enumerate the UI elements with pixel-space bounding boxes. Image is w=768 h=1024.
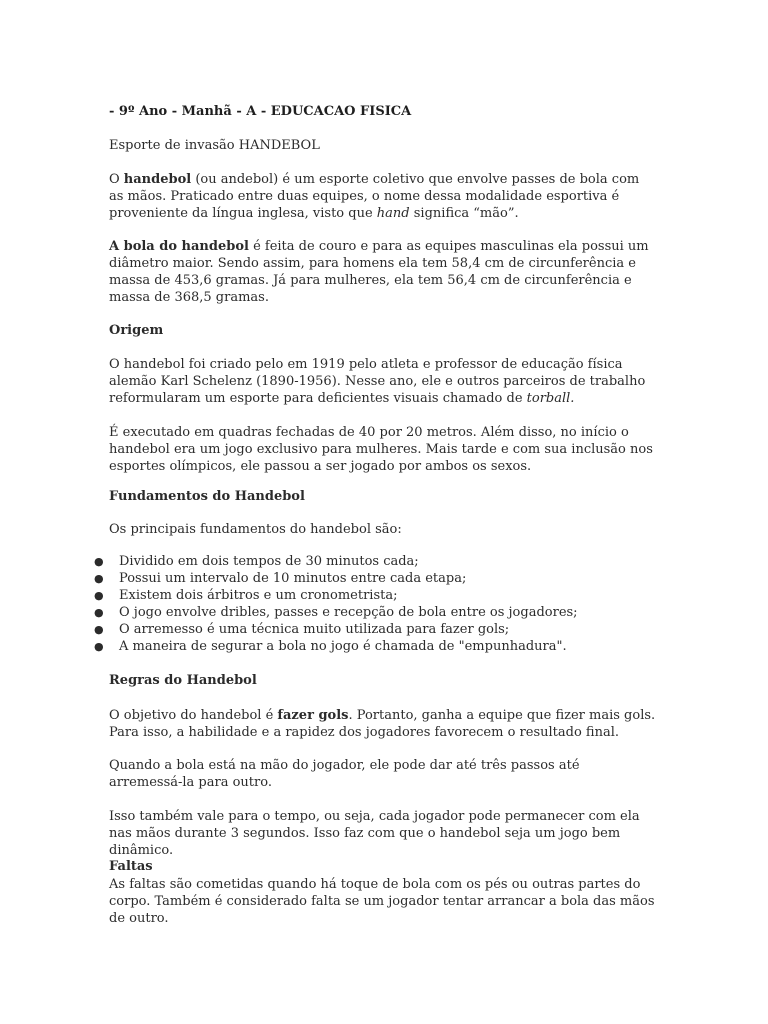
list-item: ● O jogo envolve dribles, passes e recepção de bola entre os jogadores; [94, 605, 578, 620]
fundamentos-heading: Fundamentos do Handebol [109, 489, 305, 504]
fundamentos-intro: Os principais fundamentos do handebol são: [109, 522, 402, 537]
list-item: ● A maneira de segurar a bola no jogo é chamada de "empunhadura". [94, 639, 567, 654]
fundamentos-list [0, 553, 660, 655]
handebol-term: handebol [123, 172, 192, 187]
origem-paragraph-1: O handebol foi criado pelo em 1919 pelo atleta e professor de educação física alemão Karl Schelenz (1890-1956). Nesse ano, ele e outros parceiros de trabalho reformularam um esporte para deficientes visuais chamado de torball. [109, 357, 646, 406]
list-item: ● O arremesso é uma técnica muito utilizada para fazer gols; [94, 622, 510, 637]
fazer-gols-term: fazer gols [277, 708, 349, 723]
bullet-icon: ● [94, 555, 104, 568]
list-item: ● Dividido em dois tempos de 30 minutos cada; [94, 554, 419, 569]
origem-paragraph-2: É executado em quadras fechadas de 40 por 20 metros. Além disso, no início o handebol era um jogo exclusivo para mulheres. Mais tarde e com sua inclusão nos esportes olímpicos, ele passou a ser jogado por ambos os sexos. [109, 425, 653, 474]
regras-paragraph-3: Isso também vale para o tempo, ou seja, cada jogador pode permanecer com ela nas mãos durante 3 segundos. Isso faz com que o handebol seja um jogo bem dinâmico. [109, 809, 640, 858]
torball-term: torball. [526, 391, 575, 406]
regras-paragraph-1: O objetivo do handebol é fazer gols. Portanto, ganha a equipe que fizer mais gols. Para isso, a habilidade e a rapidez dos jogadores favorecem o resultado final. [109, 708, 656, 740]
hand-term: hand [376, 206, 410, 221]
list-item: ● Existem dois árbitros e um cronometrista; [94, 588, 398, 603]
bullet-icon: ● [94, 640, 104, 653]
page-header: - 9º Ano - Manhã - A - EDUCACAO FISICA [109, 104, 412, 119]
bullet-icon: ● [94, 589, 104, 602]
bullet-icon: ● [94, 623, 104, 636]
regras-heading: Regras do Handebol [109, 673, 257, 688]
faltas-paragraph: As faltas são cometidas quando há toque de bola com os pés ou outras partes do corpo. Também é considerado falta se um jogador tentar arrancar a bola das mãos de outro. [109, 877, 655, 926]
faltas-heading: Faltas [109, 859, 153, 874]
bullet-icon: ● [94, 572, 104, 585]
intro-paragraph: O handebol (ou andebol) é um esporte coletivo que envolve passes de bola com as mãos. Praticado entre duas equipes, o nome dessa modalidade esportiva é proveniente da língua inglesa, visto que hand significa “mão”. [109, 172, 640, 221]
bullet-icon: ● [94, 606, 104, 619]
list-item: ● Possui um intervalo de 10 minutos entre cada etapa; [94, 571, 467, 586]
regras-paragraph-2: Quando a bola está na mão do jogador, ele pode dar até três passos até arremessá-la para outro. [109, 758, 580, 790]
ball-term: A bola do handebol [109, 239, 249, 254]
ball-paragraph: A bola do handebol é feita de couro e para as equipes masculinas ela possui um diâmetro maior. Sendo assim, para homens ela tem 58,4 cm de circunferência e massa de 453,6 gramas. Já para mulheres, ela tem 56,4 cm de circunferência e massa de 368,5 gramas. [109, 239, 649, 305]
subtitle: Esporte de invasão HANDEBOL [109, 138, 320, 153]
origem-heading: Origem [109, 323, 164, 338]
